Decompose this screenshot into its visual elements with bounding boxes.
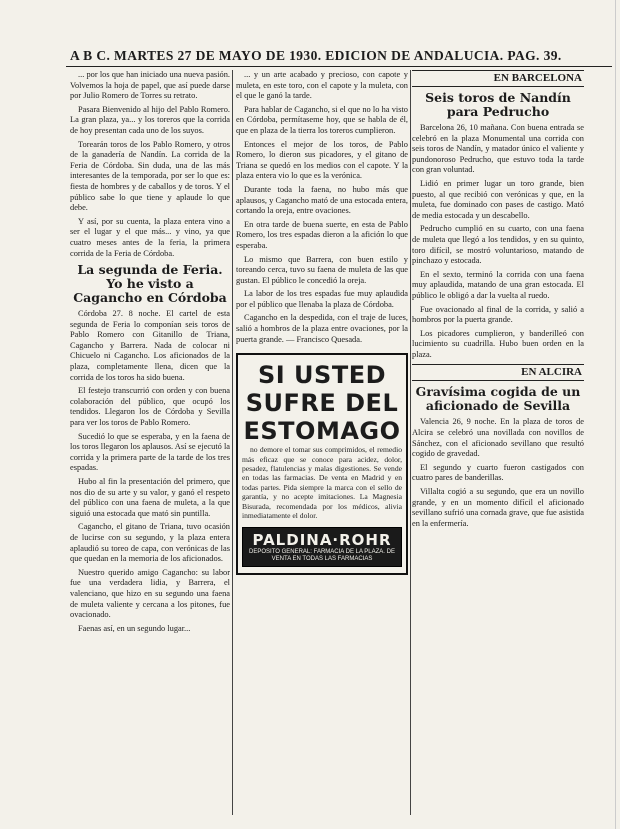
story-paragraph: Lo mismo que Barrera, con buen estilo y toreando cerca, tuvo su faena de muleta de las que gustan. El público le concedió la oreja. <box>236 254 408 285</box>
story-paragraph: En otra tarde de buena suerte, en esta de Pablo Romero, los tres espadas dieron a la afición lo que esperaba. <box>236 219 408 250</box>
ad-headline: SI USTED SUFRE DEL ESTOMAGO <box>243 361 401 446</box>
story-paragraph: Lidió en primer lugar un toro grande, bien puesto, al que recibió con verónicas y que, en la muleta, fue dominado con pases de castigo. Mató de media estocada y un descabello. <box>412 178 584 220</box>
story-paragraph: Durante toda la faena, no hubo más que aplausos, y Cagancho mató de una estocada entera, cortando la oreja, entre ovaciones. <box>236 184 408 216</box>
ad-body <box>242 445 402 520</box>
ad-brand-tagline: DEPOSITO GENERAL: FARMACIA DE LA PLAZA. DE VENTA EN TODAS LAS FARMACIAS <box>249 548 395 562</box>
story-paragraph: Sucedió lo que se esperaba, y en la faena de los toros llegaron los aplausos. Así se ejecutó la corrida y la primera parte de la tarde de los tres espadas. <box>70 431 230 473</box>
story-paragraph: Hubo al fin la presentación del primero, que nos dio de su arte y su valor, y ganó el respeto del público con una faena de muleta, a la que siguió una estocada que mató sin puntilla. <box>70 477 230 518</box>
ad-brand-box <box>242 527 402 567</box>
story-paragraph: Nuestro querido amigo Cagancho: su labor fue una verdadera lidia, y Barrera, el valenciano, que hizo en su segundo una faena de muleta valiente y cercana a los pitones, fue ovacionado. <box>70 567 230 620</box>
ad-body-text: no demore el tomar sus comprimidos, el remedio más eficaz que se conoce para acidez, dolor, pesadez, flatulencias y malas digestiones. Se vende en todas las farmacias. De venta en Madrid y en todas partes. Pida siempre la marca con el sello de garantía, y no acepte imitaciones. La Magnesia Bisurada, recomendada por los médicos, alivia inmediatamente el dolor. <box>242 445 402 521</box>
header-rule <box>66 66 612 67</box>
running-head: A B C. MARTES 27 DE MAYO DE 1930. EDICION DE ANDALUCIA. PAG. 39. <box>70 48 562 63</box>
story-paragraph: Córdoba 27. 8 noche. El cartel de esta segunda de Feria lo componían seis toros de Pablo Romero con Gitanillo de Triana, Cagancho y Barrera. Nada de colocar ni Chicuelo ni Cagancho. Los aficionados de la plaza, completamente llena, dicen que la corrida de los toros ha sido buena. <box>70 309 230 382</box>
section-label-alcira: EN ALCIRA <box>412 364 584 381</box>
story-paragraph: En el sexto, terminó la corrida con una faena muy aplaudida, matando de una gran estocada. El público le obligó a dar la vuelta al ruedo. <box>412 269 584 300</box>
story-paragraph: Cagancho, el gitano de Triana, tuvo ocasión de lucirse con su segundo, y la plaza entera aplaudió su toreo de capa, con verónicas de las que quedan en la memoria de los aficionados. <box>70 522 230 564</box>
story-paragraph: Los picadores cumplieron, y banderilleó con lucimiento su cuadrilla. Hubo buen orden en la plaza. <box>412 328 584 359</box>
intro-paragraph: Torearán toros de los Pablo Romero, y otros de la ganadería de Nandín. La corrida de la Feria de Córdoba. Sin duda, una de las más interesantes de la temporada, por ser lo que es: fiesta de hombres y de caballos y de toros. Y el público sabe lo que tiene y aplaude lo que debe. <box>70 139 230 213</box>
barcelona-headline: Seis toros de Nandín para Pedrucho <box>425 90 571 119</box>
column-divider-1 <box>232 70 233 815</box>
stomach-remedy-ad <box>236 353 408 574</box>
story-paragraph: Villalta cogió a su segundo, que era un novillo grande, y en un momento difícil el aficionado sevillano sufrió una cornada grave, que fue asistida en la enfermería. <box>412 487 584 528</box>
alcira-headline: Gravísima cogida de un aficionado de Sevilla <box>415 384 581 414</box>
story-paragraph: Barcelona 26, 10 mañana. Con buena entrada se celebró en la plaza Monumental una corrida con seis toros de Nandín, y matador único el valiente y pundonoroso Pedrucho, que estuvo toda la tarde con gran voluntad. <box>412 123 584 175</box>
story-paragraph: Faenas así, en un segundo lugar... <box>78 623 191 633</box>
story-paragraph: Valencia 26, 9 noche. En la plaza de toros de Alcira se celebró una novillada con novillos de Sánchez, con el aficionado sevillano que resultó cogido de gravedad. <box>412 417 584 459</box>
story-paragraph: Fue ovacionado al final de la corrida, y salió a hombros por la puerta grande. <box>412 304 584 325</box>
ad-brand-name: PALDINA·ROHR <box>252 530 392 549</box>
intro-paragraph: ... por los que han iniciado una nueva pasión. Volvemos la hoja de papel, que así puede darse por Julio Romero de Torres su retrato. <box>70 70 230 101</box>
intro-paragraph: Y así, por su cuenta, la plaza entera vino a ser el lugar y el que más... y vino, ya que cuatro meses antes de la feria, la primera corrida de la Feria de Córdoba. <box>70 216 230 258</box>
column-divider-2 <box>410 70 411 815</box>
story-paragraph: Pedrucho cumplió en su cuarto, con una faena de muleta que llegó a los tendidos, y en su quinto, toro difícil, se mostró voluntarioso, matando de pinchazo y estocada. <box>412 224 584 266</box>
cordoba-headline: La segunda de Feria. Yo he visto a Cagancho en Córdoba <box>73 262 227 306</box>
story-paragraph: Cagancho en la despedida, con el traje de luces, salió a hombros de la plaza entre ovaciones, por la puerta grande. — Francisco Quesada. <box>236 313 408 344</box>
page-edge <box>615 0 616 829</box>
intro-paragraph: Pasara Bienvenido al hijo del Pablo Romero. La gran plaza, ya... y los toreros que la corrida de hoy presentan cada uno de los suyos. <box>70 104 230 135</box>
story-paragraph: La labor de los tres espadas fue muy aplaudida por el público que llenaba la plaza de Córdoba. <box>236 289 408 309</box>
story-paragraph: ... y un arte acabado y precioso, con capote y muleta, en este toro, con el capote y la muleta, con el que le ganó la tarde. <box>236 70 408 101</box>
section-label-barcelona: EN BARCELONA <box>412 70 584 87</box>
story-paragraph: El segundo y cuarto fueron castigados con cuatro pares de banderillas. <box>412 462 584 483</box>
story-paragraph: El festejo transcurrió con orden y con buena colaboración del público, que ocupó los tendidos. Llegaron los de Córdoba y Sevilla para ver los toros de Pablo Romero. <box>70 386 230 428</box>
story-paragraph: Entonces el mejor de los toros, de Pablo Romero, lo dieron sus picadores, y el gitano de Triana se quedó en los medios con el capote. Y la plaza entera vio lo que es la verónica. <box>236 139 408 181</box>
column-left <box>70 70 230 810</box>
column-right <box>412 70 584 810</box>
column-middle <box>236 70 408 810</box>
story-paragraph: Para hablar de Cagancho, si el que no lo ha visto en Córdoba, permítaseme hoy, que se habla de él, que en plaza de la tierra los toreros cumplieron. <box>236 104 408 135</box>
